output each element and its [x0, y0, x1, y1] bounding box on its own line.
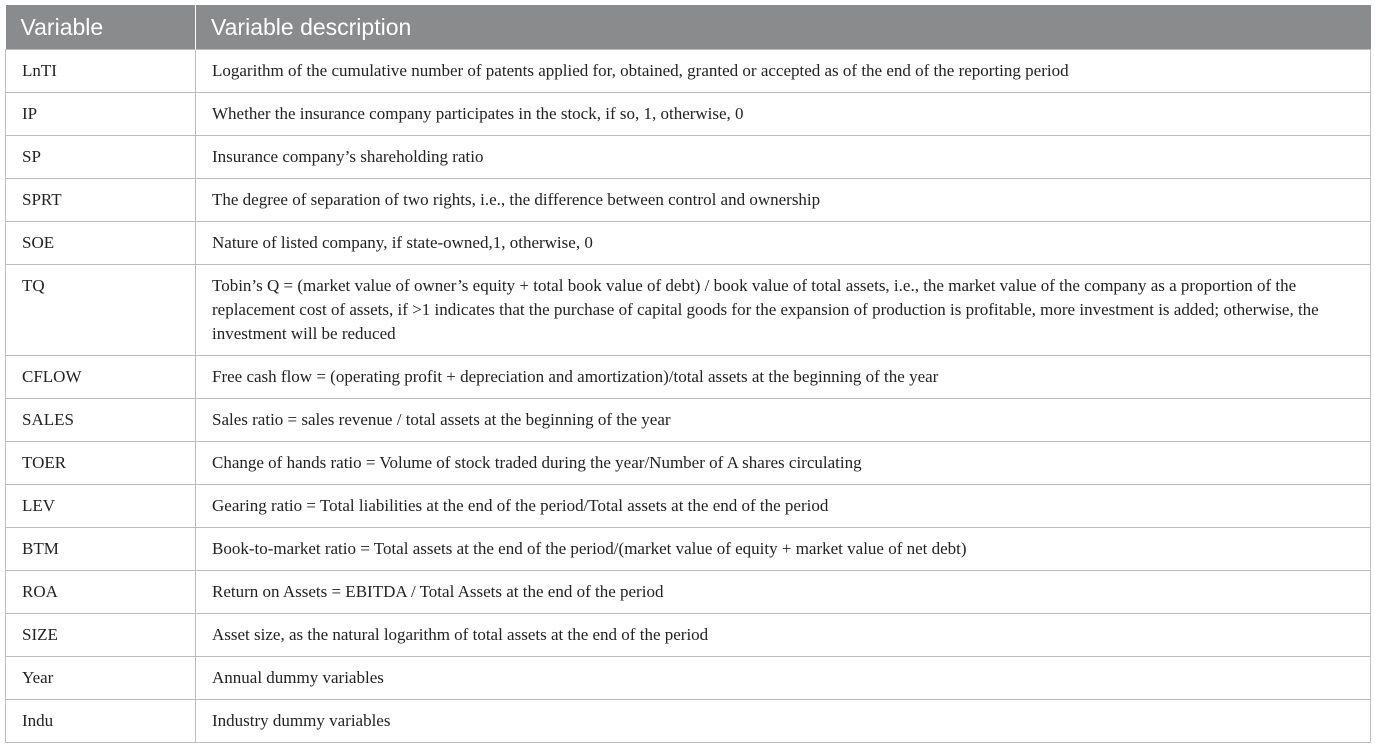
variable-cell: BTM: [6, 528, 196, 571]
variable-cell: LEV: [6, 485, 196, 528]
variable-cell: Indu: [6, 700, 196, 743]
description-cell: Nature of listed company, if state-owned,1, otherwise, 0: [196, 222, 1371, 265]
description-cell: Sales ratio = sales revenue / total assets at the beginning of the year: [196, 399, 1371, 442]
table-row: [6, 136, 1371, 179]
variable-cell: TOER: [6, 442, 196, 485]
variable-cell: ROA: [6, 571, 196, 614]
table-row: [6, 614, 1371, 657]
table-row: [6, 485, 1371, 528]
variable-cell: LnTI: [6, 50, 196, 93]
table-row: [6, 571, 1371, 614]
variable-cell: CFLOW: [6, 356, 196, 399]
table-row: [6, 222, 1371, 265]
table-row: [6, 93, 1371, 136]
table-row: [6, 442, 1371, 485]
variable-cell: SIZE: [6, 614, 196, 657]
header-variable: Variable: [6, 5, 196, 50]
description-cell: Free cash flow = (operating profit + depreciation and amortization)/total assets at the beginning of the year: [196, 356, 1371, 399]
variable-table: [5, 5, 1371, 743]
description-cell: Asset size, as the natural logarithm of total assets at the end of the period: [196, 614, 1371, 657]
variable-cell: SALES: [6, 399, 196, 442]
variable-table-container: [5, 5, 1370, 743]
description-cell: Whether the insurance company participates in the stock, if so, 1, otherwise, 0: [196, 93, 1371, 136]
table-row: [6, 50, 1371, 93]
table-row: [6, 700, 1371, 743]
description-cell: Gearing ratio = Total liabilities at the end of the period/Total assets at the end of the period: [196, 485, 1371, 528]
table-row: [6, 528, 1371, 571]
header-variable-description: Variable description: [196, 5, 1371, 50]
description-cell: Book-to-market ratio = Total assets at the end of the period/(market value of equity + market value of net debt): [196, 528, 1371, 571]
description-cell: Logarithm of the cumulative number of patents applied for, obtained, granted or accepted as of the end of the reporting period: [196, 50, 1371, 93]
description-cell: Insurance company’s shareholding ratio: [196, 136, 1371, 179]
variable-cell: SPRT: [6, 179, 196, 222]
table-row: [6, 179, 1371, 222]
description-cell: Return on Assets = EBITDA / Total Assets at the end of the period: [196, 571, 1371, 614]
variable-cell: TQ: [6, 265, 196, 356]
variable-cell: SOE: [6, 222, 196, 265]
variable-cell: SP: [6, 136, 196, 179]
description-cell: Industry dummy variables: [196, 700, 1371, 743]
description-cell: The degree of separation of two rights, i.e., the difference between control and ownership: [196, 179, 1371, 222]
table-header-row: [6, 5, 1371, 50]
variable-cell: IP: [6, 93, 196, 136]
table-row: [6, 399, 1371, 442]
table-row: [6, 657, 1371, 700]
description-cell: Annual dummy variables: [196, 657, 1371, 700]
variable-cell: Year: [6, 657, 196, 700]
description-cell: Change of hands ratio = Volume of stock traded during the year/Number of A shares circulating: [196, 442, 1371, 485]
table-row: [6, 265, 1371, 356]
description-cell: Tobin’s Q = (market value of owner’s equity + total book value of debt) / book value of total assets, i.e., the market value of the company as a proportion of the replacement cost of assets, if >1 indicates that the purchase of capital goods for the expansion of production is profitable, more investment is added; otherwise, the investment will be reduced: [196, 265, 1371, 356]
table-row: [6, 356, 1371, 399]
